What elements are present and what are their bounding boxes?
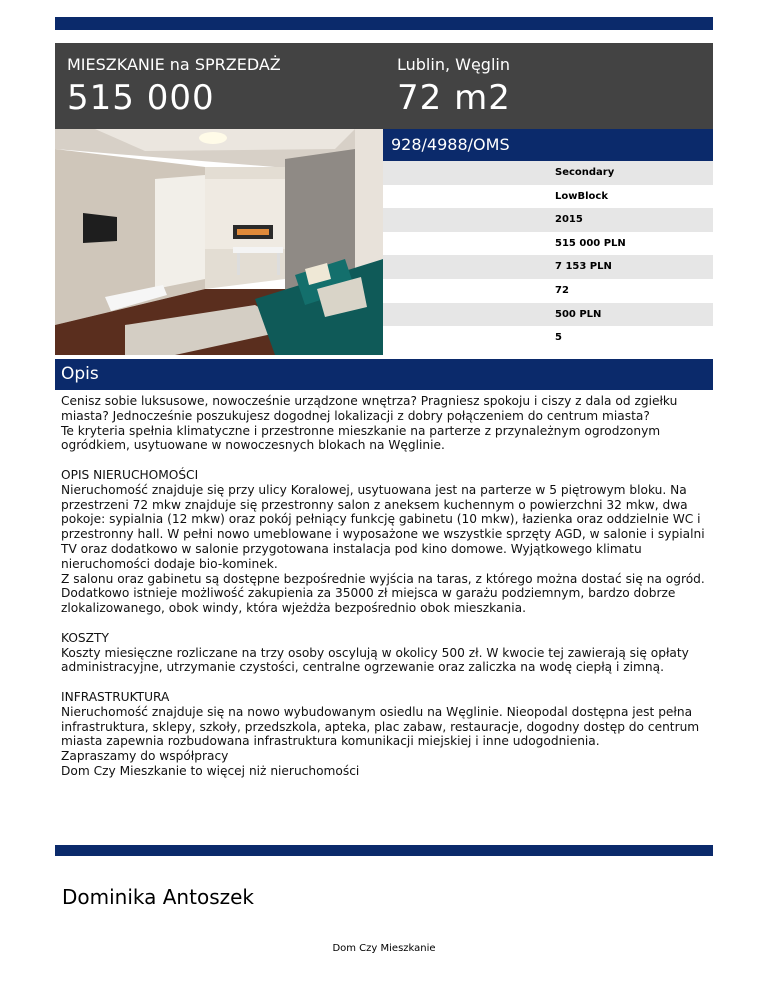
agent-name: Dominika Antoszek: [62, 885, 254, 909]
description-body: [61, 394, 711, 779]
property-price: 515 000 PLN: [383, 232, 713, 256]
property-area: 72: [383, 279, 713, 303]
price-value: 515 000: [67, 78, 215, 118]
property-floors: 5: [383, 326, 713, 350]
footer-company: Dom Czy Mieszkanie: [332, 943, 436, 954]
property-price-per-m2: 7 153 PLN: [383, 255, 713, 279]
area-value: 72 m2: [397, 78, 511, 118]
location-block: [397, 55, 511, 119]
description-paragraph: KOSZTY Koszty miesięczne rozliczane na trzy osoby oscylują w okolicy 500 zł. W kwocie tej zawierają się opłaty administracyjne, utrzymanie czystości, centralne ogrzewanie oraz zaliczka na wodę ciepłą i zimną.: [61, 630, 689, 675]
top-accent-bar: [55, 17, 713, 30]
reference-number: 928/4988/OMS: [383, 129, 713, 161]
section-divider-bar: [55, 845, 713, 856]
listing-header: [55, 43, 713, 129]
description-paragraph: Cenisz sobie luksusowe, nowocześnie urządzone wnętrza? Pragniesz spokoju i ciszy z dala od zgiełku miasta? Jednocześnie poszukujesz dogodnej lokalizacji z dobry połączeniem do centrum miasta? Te kryteria spełnia klimatyczne i przestronne mieszkanie na parterze z przynależnym ogrodzonym ogródkiem, usytuowane w nowoczesnych blokach na Węglinie.: [61, 394, 678, 453]
location: Lublin, Węglin: [397, 55, 510, 74]
apartment-photo: [55, 129, 383, 355]
property-build-year: 2015: [383, 208, 713, 232]
property-market-type: Secondary: [383, 161, 713, 185]
property-rent: 500 PLN: [383, 303, 713, 327]
property-list: [383, 161, 713, 350]
description-paragraph: OPIS NIERUCHOMOŚCI Nieruchomość znajduje się przy ulicy Koralowej, usytuowana jest na parterze w 5 piętrowym bloku. Na przestrzeni 72 mkw znajduje się przestronny salon z aneksem kuchennym o powierzchni 32 mkw, dwa pokoje: sypialnia (12 mkw) oraz pokój pełniący funkcję gabinetu (10 mkw), łazienka oraz oddzielnie WC i przestronny hall. W pełni nowo umeblowane i wyposażone we wszystkie sprzęty AGD, w salonie i sypialni TV oraz dodatkowo w salonie przygotowana instalacja pod kino domowe. Wyjątkowego klimatu nieruchomości dodaje bio-kominek. Z salonu oraz gabinetu są dostępne bezpośrednie wyjścia na taras, z którego można dostać się na ogród. Dodatkowo istnieje możliwość zakupienia za 35000 zł miejsca w garażu podziemnym, bardzo dobrze zlokalizowanego, obok windy, która wjeżdża bezpośrednio obok mieszkania.: [61, 467, 705, 616]
description-paragraph: INFRASTRUKTURA Nieruchomość znajduje się na nowo wybudowanym osiedlu na Węglinie. Nieopodal dostępna jest pełna infrastruktura, sklepy, szkoły, przedszkola, apteka, plac zabaw, restauracje, dogodny dostęp do centrum miasta zapewnia rozbudowana infrastruktura komunikacji miejskiej i inne udogodnienia. Zapraszamy do współpracy Dom Czy Mieszkanie to więcej niż nieruchomości: [61, 689, 700, 778]
description-heading: Opis: [55, 359, 713, 390]
property-building-type: LowBlock: [383, 185, 713, 209]
offer-type: MIESZKANIE na SPRZEDAŻ: [67, 55, 281, 74]
price-block: [67, 55, 281, 119]
